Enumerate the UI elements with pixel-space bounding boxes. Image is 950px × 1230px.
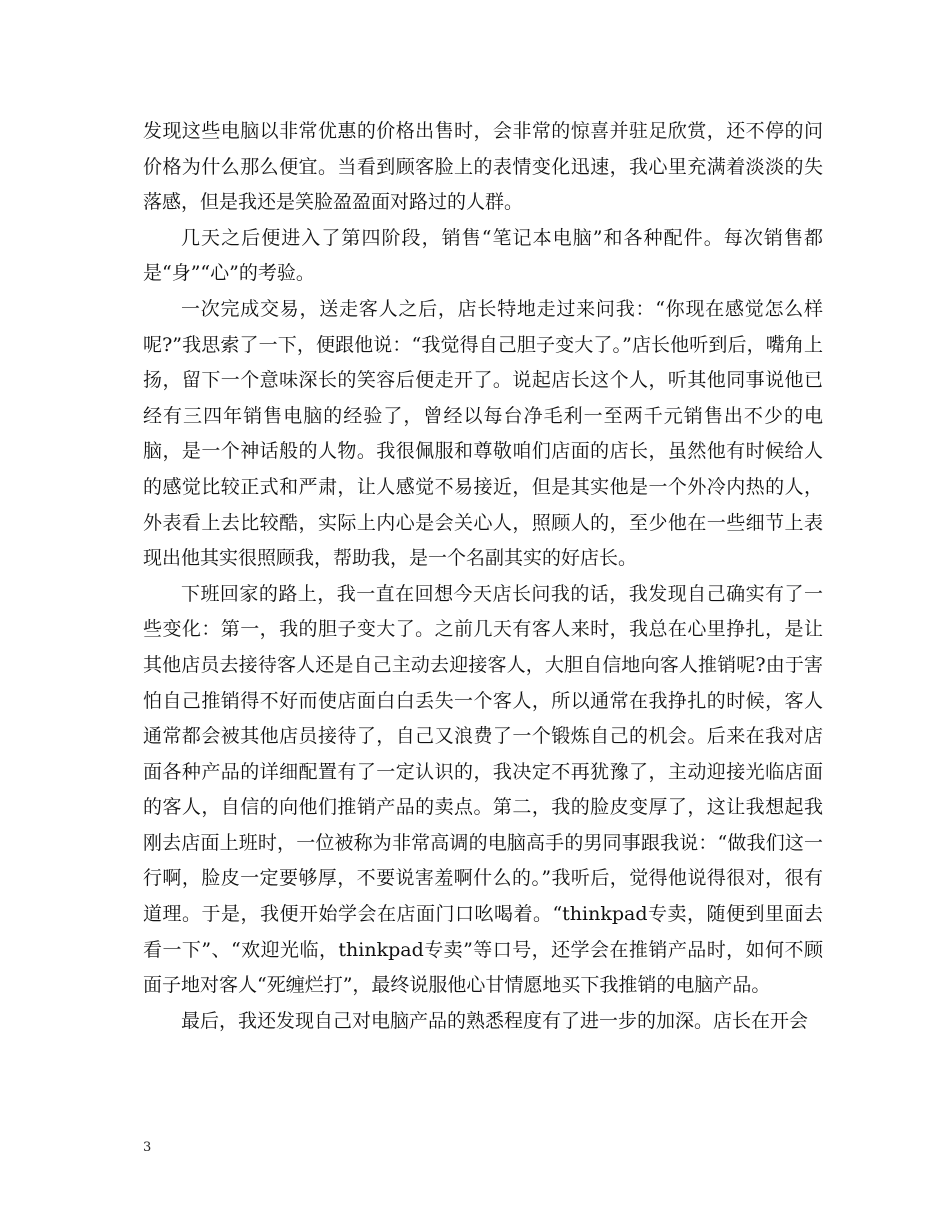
paragraph-5: 最后，我还发现自己对电脑产品的熟悉程度有了进一步的加深。店长在开会 <box>181 1009 809 1032</box>
paragraph-3: 一次完成交易，送走客人之后，店长特地走过来问我：“你现在感觉怎么样呢?”我思索了一下，便跟他说：“我觉得自己胆子变大了。”店长他听到后，嘴角上扬，留下一个意味深长的笑容后便走开了。说起店长这个人，听其他同事说他已经有三四年销售电脑的经验了，曾经以每台净毛利一至两千元销售出不少的电脑，是一个神话般的人物。我很佩服和尊敬咱们店面的店长，虽然他有时候给人的感觉比较正式和严肃，让人感觉不易接近，但是其实他是一个外冷内热的人，外表看上去比较酷，实际上内心是会关心人，照顾人的，至少他在一些细节上表现出他其实很照顾我，帮助我，是一个名副其实的好店长。 <box>143 297 823 570</box>
paragraph-2: 几天之后便进入了第四阶段，销售“笔记本电脑”和各种配件。每次销售都是“身”“心”的考验。 <box>143 226 823 285</box>
paragraph-4: 下班回家的路上，我一直在回想今天店长问我的话，我发现自己确实有了一些变化：第一，我的胆子变大了。之前几天有客人来时，我总在心里挣扎，是让其他店员去接待客人还是自己主动去迎接客人，大胆自信地向客人推销呢?由于害怕自己推销得不好而使店面白白丢失一个客人，所以通常在我挣扎的时候，客人通常都会被其他店员接待了，自己又浪费了一个锻炼自己的机会。后来在我对店面各种产品的详细配置有了一定认识的，我决定不再犹豫了，主动迎接光临店面的客人，自信的向他们推销产品的卖点。第二，我的脸皮变厚了，这让我想起我刚去店面上班时，一位被称为非常高调的电脑高手的男同事跟我说：“做我们这一行啊，脸皮一定要够厚，不要说害羞啊什么的。”我听后，觉得他说得很对，很有道理。于是，我便开始学会在店面门口吆喝着。“thinkpad专卖，随便到里面去看一下”、“欢迎光临，thinkpad专卖”等口号，还学会在推销产品时，如何不顾面子地对客人“死缠烂打”，最终说服他心甘情愿地买下我推销的电脑产品。 <box>143 582 823 997</box>
paragraph-1: 发现这些电脑以非常优惠的价格出售时，会非常的惊喜并驻足欣赏，还不停的问价格为什么那么便宜。当看到顾客脸上的表情变化迅速，我心里充满着淡淡的失落感，但是我还是笑脸盈盈面对路过的人群。 <box>143 120 823 214</box>
page-number: 3 <box>143 1140 152 1155</box>
body-text <box>143 114 823 1039</box>
